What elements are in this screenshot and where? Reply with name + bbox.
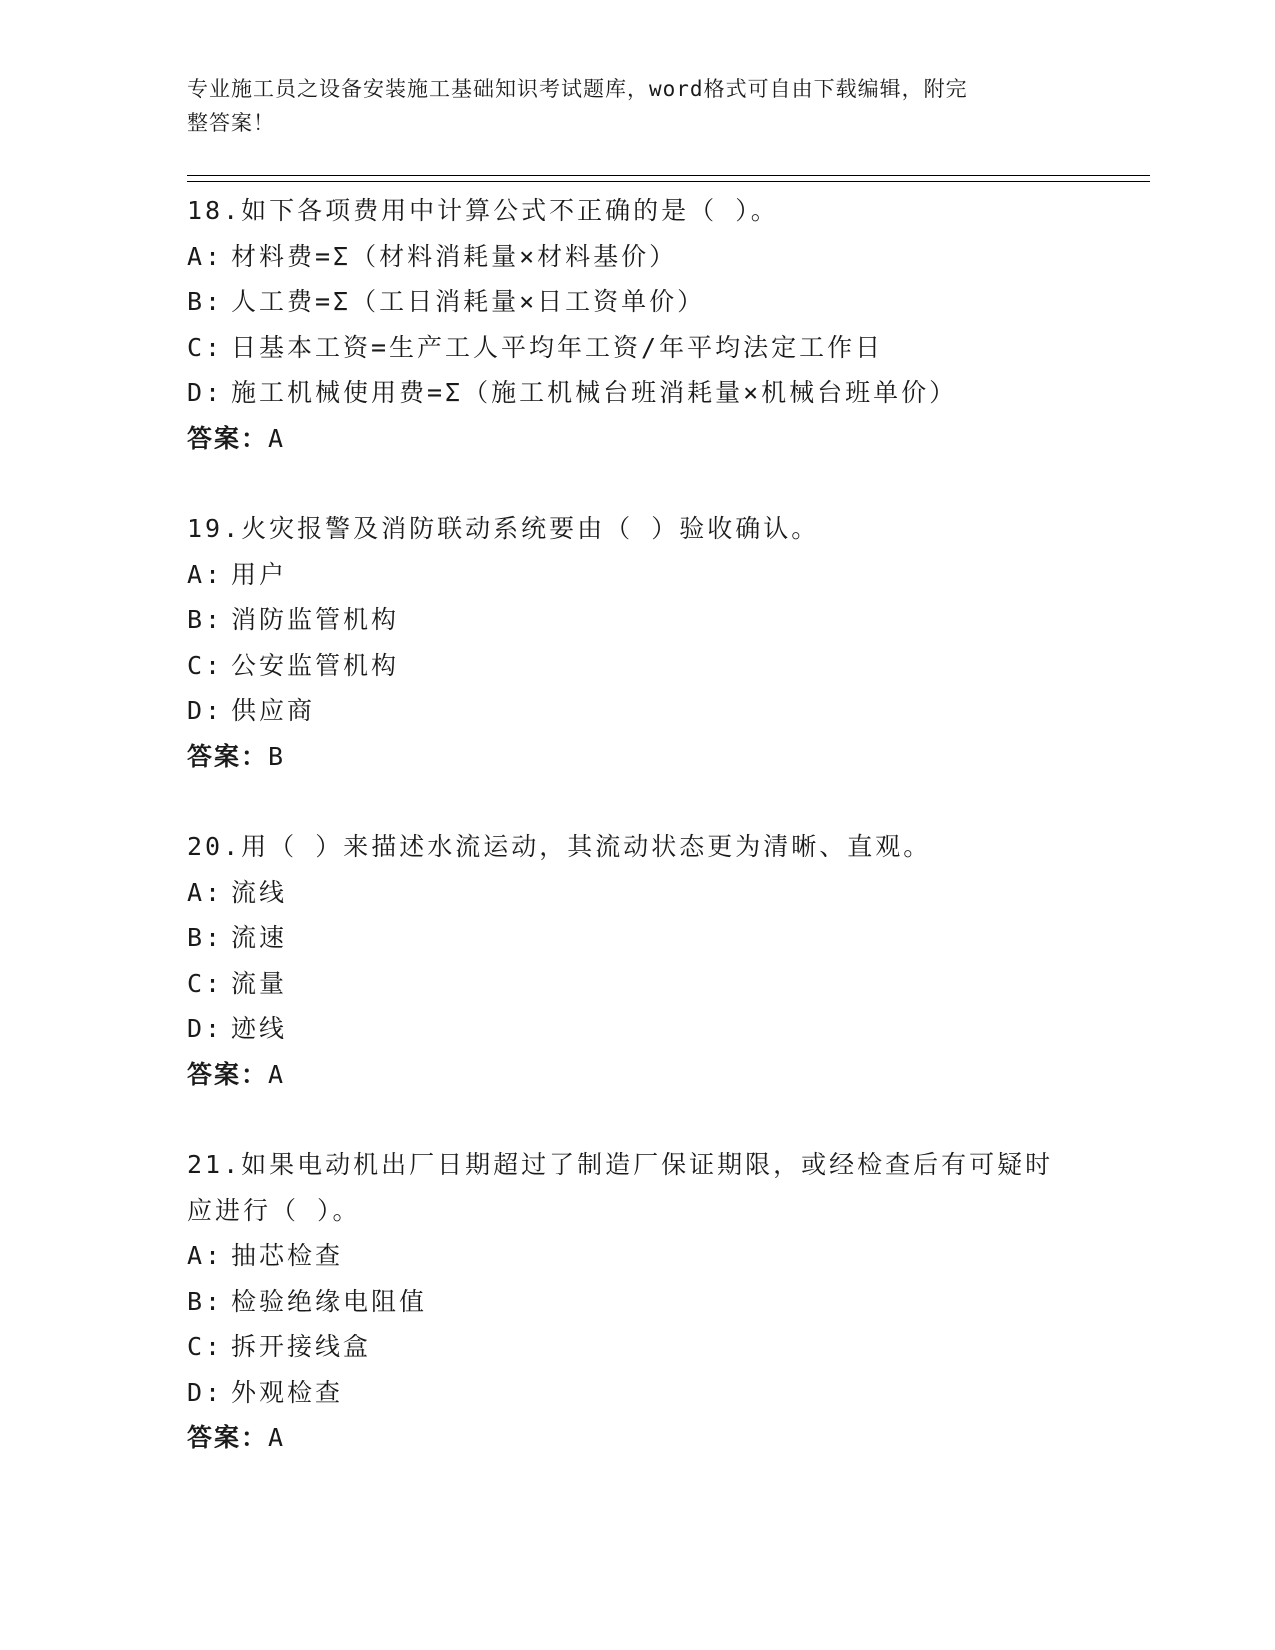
- option-text: 抽芯检查: [231, 1241, 344, 1270]
- answer-label: 答案：: [187, 741, 269, 771]
- option-letter: B:: [187, 1286, 224, 1316]
- header-divider-bottom: [187, 181, 1150, 182]
- header-divider-top: [187, 175, 1150, 176]
- option-text: 迹线: [231, 1014, 288, 1043]
- question-18: [187, 188, 1087, 461]
- option-letter: C:: [187, 1332, 224, 1361]
- option-text: 施工机械使用费=Σ（施工机械台班消耗量×机械台班单价）: [231, 378, 958, 407]
- option-letter: B:: [187, 287, 224, 316]
- answer-value: A: [268, 423, 286, 453]
- option-a: [187, 1233, 1087, 1279]
- option-letter: A:: [187, 559, 224, 589]
- option-letter: B:: [187, 605, 224, 634]
- question-text-continued: 应进行（ ）。: [187, 1195, 361, 1225]
- option-text: 供应商: [231, 696, 316, 725]
- header-line-2: 整答案！: [187, 111, 275, 135]
- answer: [187, 1052, 1087, 1098]
- answer-value: B: [268, 741, 286, 771]
- answer: [187, 416, 1087, 462]
- question-text: 18.如下各项费用中计算公式不正确的是（ ）。: [187, 196, 779, 225]
- option-b: [187, 915, 1087, 961]
- option-c: [187, 325, 1087, 371]
- option-letter: C:: [187, 332, 224, 362]
- option-letter: D:: [187, 1014, 224, 1043]
- option-text: 公安监管机构: [231, 650, 400, 680]
- option-letter: D:: [187, 1377, 224, 1407]
- answer: [187, 1415, 1087, 1461]
- option-letter: A:: [187, 241, 224, 271]
- option-text: 拆开接线盒: [231, 1332, 372, 1361]
- option-letter: A:: [187, 877, 224, 907]
- option-d: [187, 1370, 1087, 1416]
- option-d: [187, 1006, 1087, 1052]
- option-c: [187, 643, 1087, 689]
- option-c: [187, 961, 1087, 1007]
- option-text: 流线: [231, 877, 288, 907]
- question-text: 21.如果电动机出厂日期超过了制造厂保证期限，或经检查后有可疑时: [187, 1150, 1054, 1179]
- option-b: [187, 1279, 1087, 1325]
- option-text: 人工费=Σ（工日消耗量×日工资单价）: [231, 287, 706, 316]
- option-text: 消防监管机构: [231, 605, 400, 634]
- option-letter: D:: [187, 696, 224, 725]
- option-b: [187, 279, 1087, 325]
- answer-label: 答案：: [187, 1059, 269, 1089]
- question-text: 19.火灾报警及消防联动系统要由（ ）验收确认。: [187, 514, 820, 543]
- option-text: 用户: [231, 559, 288, 589]
- option-text: 外观检查: [231, 1377, 344, 1407]
- option-text: 材料费=Σ（材料消耗量×材料基价）: [231, 241, 678, 271]
- answer-label: 答案：: [187, 423, 269, 453]
- option-a: [187, 552, 1087, 598]
- option-letter: A:: [187, 1241, 224, 1270]
- option-letter: C:: [187, 968, 224, 998]
- option-a: [187, 234, 1087, 280]
- option-text: 日基本工资=生产工人平均年工资/年平均法定工作日: [231, 332, 884, 362]
- option-d: [187, 688, 1087, 734]
- option-a: [187, 870, 1087, 916]
- question-21: [187, 1142, 1087, 1461]
- answer-label: 答案：: [187, 1423, 269, 1452]
- question-list: [187, 188, 1087, 1506]
- option-text: 流量: [231, 968, 288, 998]
- answer: [187, 734, 1087, 780]
- question-text: 20.用（ ）来描述水流运动，其流动状态更为清晰、直观。: [187, 832, 932, 861]
- option-c: [187, 1324, 1087, 1370]
- document-header: [187, 72, 1067, 140]
- option-text: 流速: [231, 923, 288, 952]
- option-letter: B:: [187, 923, 224, 952]
- answer-value: A: [268, 1423, 286, 1452]
- option-letter: D:: [187, 378, 224, 407]
- question-20: [187, 824, 1087, 1097]
- question-19: [187, 506, 1087, 779]
- option-text: 检验绝缘电阻值: [231, 1286, 428, 1316]
- option-letter: C:: [187, 650, 224, 680]
- option-b: [187, 597, 1087, 643]
- header-line-1: 专业施工员之设备安装施工基础知识考试题库，word格式可自由下载编辑，附完: [187, 77, 968, 101]
- answer-value: A: [268, 1059, 286, 1089]
- option-d: [187, 370, 1087, 416]
